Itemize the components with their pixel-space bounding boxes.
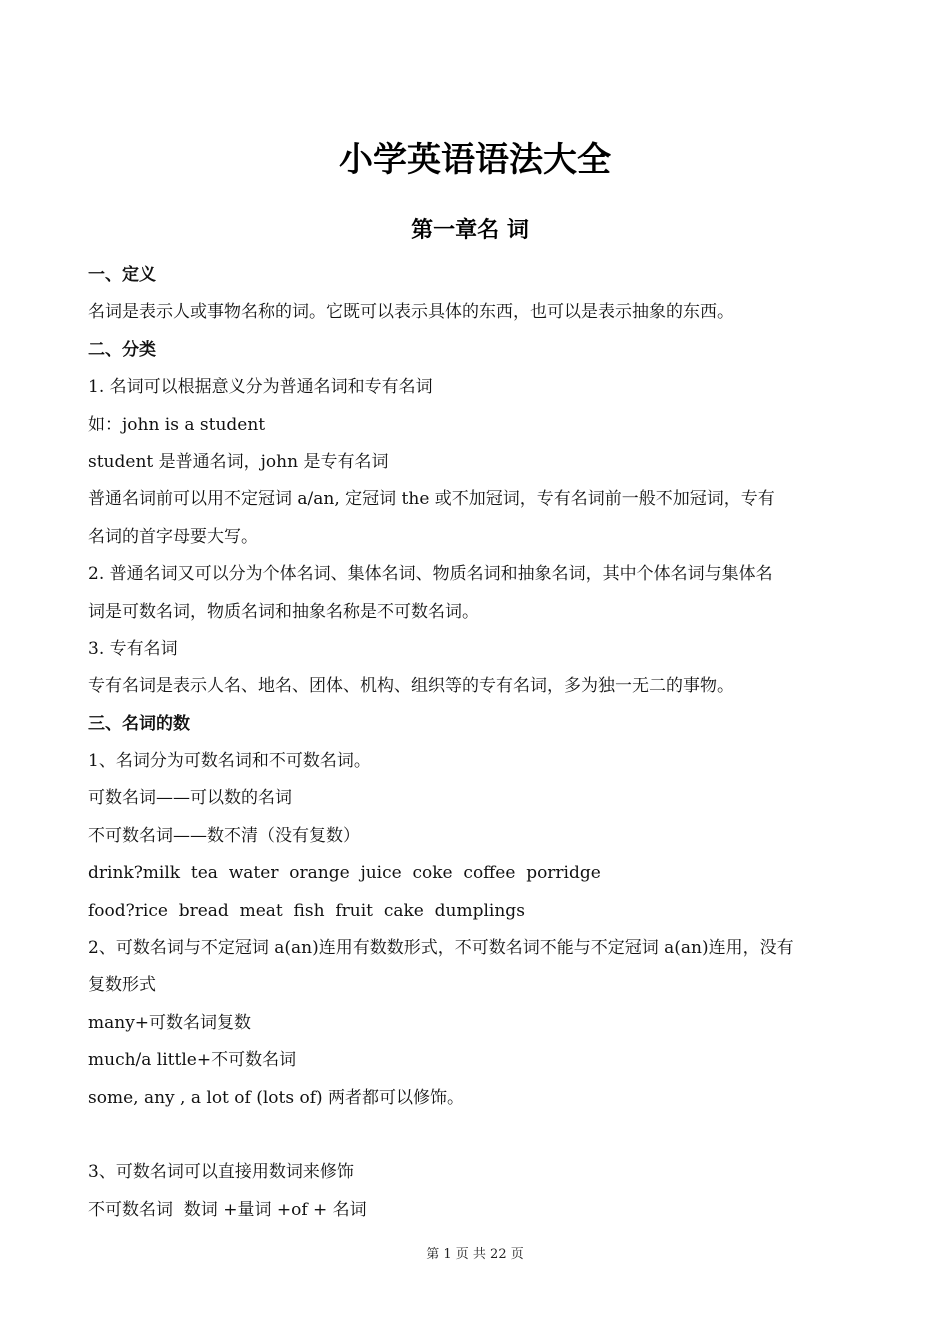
page-footer: 第 1 页 共 22 页 (426, 1247, 524, 1262)
paragraph-line: 如：john is a student (88, 414, 266, 435)
chapter-heading: 第一章名 词 (411, 217, 529, 243)
paragraph-line: 2、可数名词与不定冠词 a(an)连用有数数形式，不可数名词不能与不定冠词 a(an)连用，没有 (88, 938, 794, 959)
document-body (88, 257, 870, 1229)
section-heading: 二、分类 (88, 339, 156, 360)
paragraph-line: drink?milk tea water orange juice coke coffee porridge (88, 863, 601, 884)
paragraph-line: 专有名词是表示人名、地名、团体、机构、组织等的专有名词，多为独一无二的事物。 (88, 676, 734, 697)
document-title: 小学英语语法大全 (339, 140, 611, 180)
blank-line (88, 1117, 870, 1154)
paragraph-line: much/a little+不可数名词 (88, 1050, 297, 1071)
paragraph-line: 不可数名词 数词 +量词 +of + 名词 (88, 1199, 367, 1220)
paragraph-line: 可数名词——可以数的名词 (88, 788, 292, 809)
paragraph-line: 名词的首字母要大写。 (88, 526, 258, 547)
paragraph-line: 普通名词前可以用不定冠词 a/an, 定冠词 the 或不加冠词，专有名词前一般不加冠词，专有 (88, 489, 775, 510)
paragraph-line: food?rice bread meat fish fruit cake dumplings (88, 900, 525, 921)
paragraph-line: 词是可数名词，物质名词和抽象名称是不可数名词。 (88, 601, 479, 622)
paragraph-line: some, any , a lot of (lots of) 两者都可以修饰。 (88, 1087, 465, 1108)
paragraph-line: 2. 普通名词又可以分为个体名词、集体名词、物质名词和抽象名词，其中个体名词与集体名 (88, 564, 773, 585)
paragraph-line: 1. 名词可以根据意义分为普通名词和专有名词 (88, 377, 433, 398)
paragraph-line: many+可数名词复数 (88, 1012, 252, 1033)
paragraph-line: 3. 专有名词 (88, 638, 178, 659)
paragraph-line: 1、名词分为可数名词和不可数名词。 (88, 751, 371, 772)
section-heading: 一、定义 (88, 265, 156, 285)
paragraph-line: 3、可数名词可以直接用数词来修饰 (88, 1162, 354, 1183)
section-heading: 三、名词的数 (88, 713, 190, 734)
paragraph-line: 复数形式 (88, 975, 156, 996)
paragraph-line: 名词是表示人或事物名称的词。它既可以表示具体的东西，也可以是表示抽象的东西。 (88, 302, 734, 323)
paragraph-line: 不可数名词——数不清（没有复数） (88, 825, 360, 846)
paragraph-line: student 是普通名词，john 是专有名词 (88, 451, 389, 472)
